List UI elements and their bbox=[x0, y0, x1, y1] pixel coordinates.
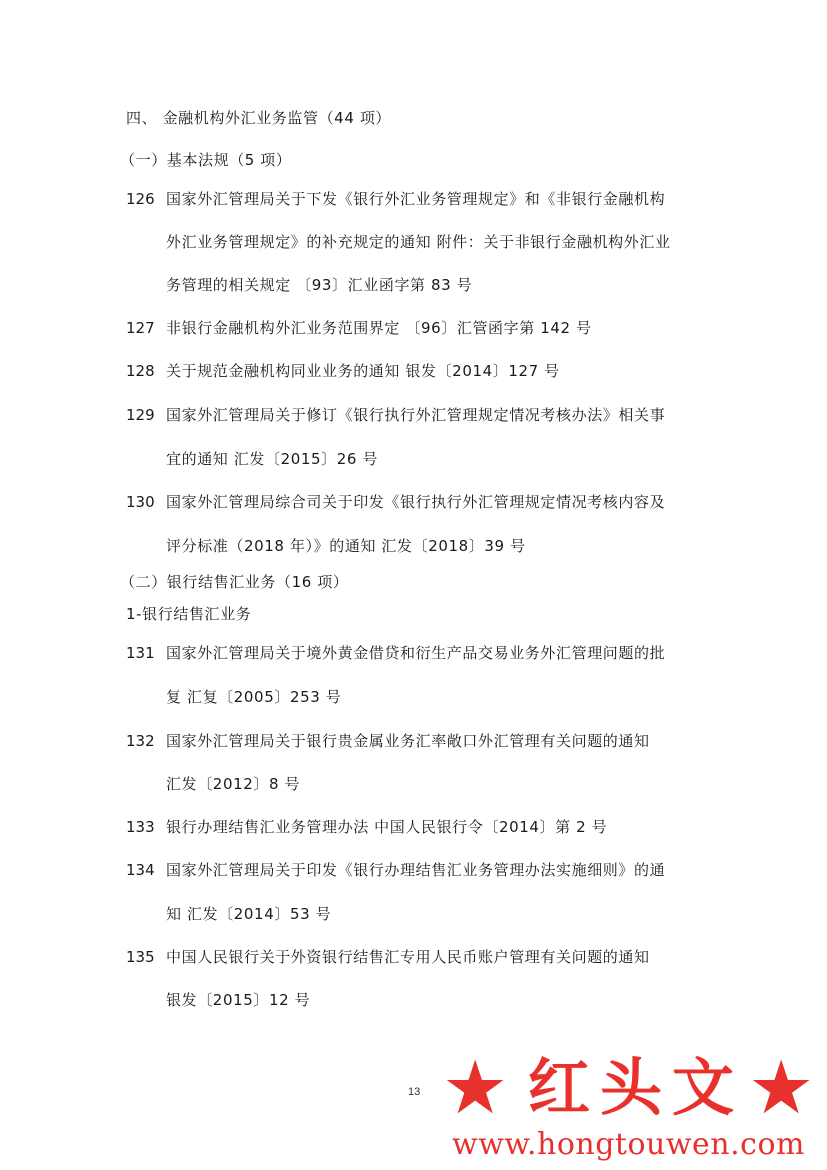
item-text-line: 国家外汇管理局关于银行贵金属业务汇率敞口外汇管理有关问题的通知 bbox=[166, 732, 650, 750]
item-number: 133 bbox=[126, 818, 155, 836]
item-text-line: 评分标准（2018 年）》的通知 汇发〔2018〕39 号 bbox=[166, 537, 526, 555]
item-number: 134 bbox=[126, 861, 155, 879]
item-text-line: 中国人民银行关于外资银行结售汇专用人民币账户管理有关问题的通知 bbox=[166, 948, 650, 966]
item-text-line: 国家外汇管理局关于修订《银行执行外汇管理规定情况考核办法》相关事 bbox=[166, 406, 666, 424]
item-text-line: 国家外汇管理局关于印发《银行办理结售汇业务管理办法实施细则》的通 bbox=[166, 861, 666, 879]
subsection-heading: （二）银行结售汇业务（16 项） bbox=[120, 573, 349, 591]
item-text-line: 银发〔2015〕12 号 bbox=[166, 991, 311, 1009]
item-number: 132 bbox=[126, 732, 155, 750]
item-text-line: 银行办理结售汇业务管理办法 中国人民银行令〔2014〕第 2 号 bbox=[166, 818, 608, 836]
item-text-line: 国家外汇管理局关于下发《银行外汇业务管理规定》和《非银行金融机构 bbox=[166, 190, 666, 208]
star-icon: ★ bbox=[748, 1045, 815, 1131]
item-number: 126 bbox=[126, 190, 155, 208]
item-text-line: 复 汇复〔2005〕253 号 bbox=[166, 688, 342, 706]
item-text-line: 国家外汇管理局综合司关于印发《银行执行外汇管理规定情况考核内容及 bbox=[166, 493, 666, 511]
item-number: 130 bbox=[126, 493, 155, 511]
watermark-title: 红头文 bbox=[528, 1051, 745, 1124]
item-text-line: 务管理的相关规定 〔93〕汇业函字第 83 号 bbox=[166, 276, 473, 294]
watermark-url: www.hongtouwen.com bbox=[452, 1127, 805, 1162]
subsection-heading: （一）基本法规（5 项） bbox=[120, 151, 292, 169]
item-number: 128 bbox=[126, 362, 155, 380]
subsection-subheading: 1-银行结售汇业务 bbox=[126, 605, 252, 623]
item-number: 127 bbox=[126, 319, 155, 337]
item-text-line: 宜的通知 汇发〔2015〕26 号 bbox=[166, 450, 378, 468]
item-text-line: 国家外汇管理局关于境外黄金借贷和衍生产品交易业务外汇管理问题的批 bbox=[166, 644, 666, 662]
item-text-line: 知 汇发〔2014〕53 号 bbox=[166, 905, 332, 923]
item-text-line: 关于规范金融机构同业业务的通知 银发〔2014〕127 号 bbox=[166, 362, 560, 380]
item-number: 135 bbox=[126, 948, 155, 966]
section-heading: 四、 金融机构外汇业务监管（44 项） bbox=[126, 109, 392, 127]
item-number: 131 bbox=[126, 644, 155, 662]
star-icon: ★ bbox=[442, 1045, 509, 1131]
item-text-line: 非银行金融机构外汇业务范围界定 〔96〕汇管函字第 142 号 bbox=[166, 319, 592, 337]
page-number: 13 bbox=[408, 1086, 421, 1098]
watermark-logo bbox=[436, 1045, 821, 1166]
item-text-line: 外汇业务管理规定》的补充规定的通知 附件：关于非银行金融机构外汇业 bbox=[166, 233, 671, 251]
item-text-line: 汇发〔2012〕8 号 bbox=[166, 775, 301, 793]
item-number: 129 bbox=[126, 406, 155, 424]
